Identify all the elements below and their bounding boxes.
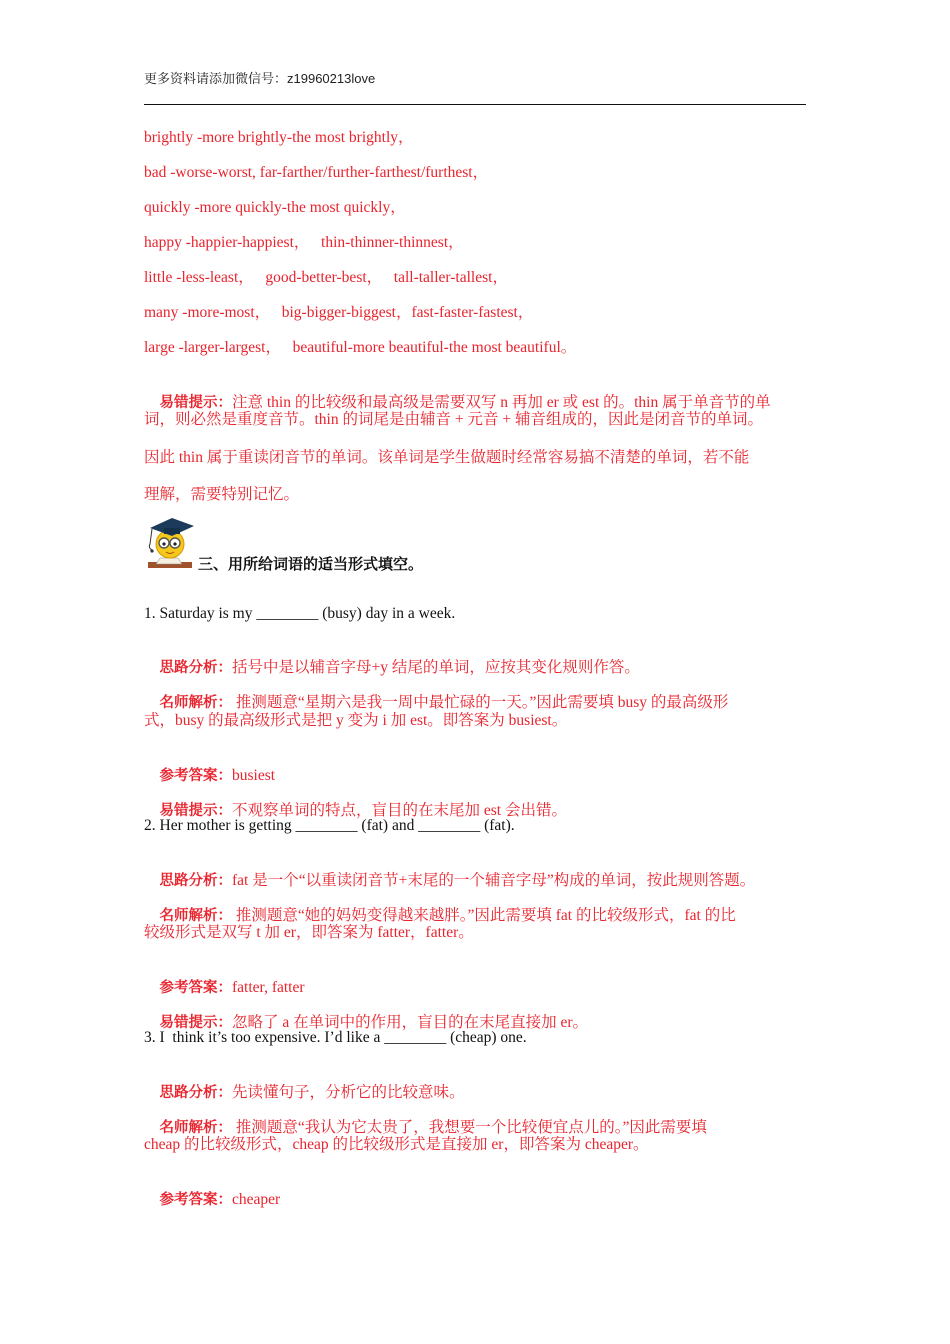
tip-label: 易错提示：: [159, 395, 232, 411]
explanation-2: 名师解析： 推测题意“她的妈妈变得越来越胖。”因此需要填 fat 的比较级形式，fat 的比: [159, 907, 736, 924]
section-title: 三、用所给词语的适当形式填空。: [198, 555, 424, 573]
word-form-line: large -larger-largest， beautiful-more beautiful-the most beautiful。: [144, 339, 577, 356]
tip-intro-line: 因此 thin 属于重读闭音节的单词。该单词是学生做题时经常容易搞不清楚的单词，若不能: [144, 449, 750, 466]
word-form-line: many -more-most， big-bigger-biggest，fast-faster-fastest，: [144, 304, 534, 321]
word-form-line: little -less-least， good-better-best， tall-taller-tallest，: [144, 269, 508, 286]
question-3: 3. I think it’s too expensive. I’d like a ________ (cheap) one.: [144, 1029, 527, 1046]
word-form-line: brightly -more brightly-the most brightly，: [144, 129, 414, 146]
word-form-line: bad -worse-worst, far-farther/further-farthest/furthest，: [144, 164, 489, 181]
tip-intro-line: 易错提示：注意 thin 的比较级和最高级是需要双写 n 再加 er 或 est 的。thin 属于单音节的单: [159, 394, 771, 411]
explanation-3-cont: cheap 的比较级形式，cheap 的比较级形式是直接加 er，即答案为 cheaper。: [144, 1136, 649, 1153]
answer-3: 参考答案：cheaper: [159, 1191, 281, 1208]
graduate-mascot-icon: [142, 514, 196, 572]
question-1: 1. Saturday is my ________ (busy) day in a week.: [144, 605, 456, 622]
question-2: 2. Her mother is getting ________ (fat) and ________ (fat).: [144, 817, 515, 834]
word-form-line: quickly -more quickly-the most quickly，: [144, 199, 406, 216]
answer-1: 参考答案：busiest: [159, 767, 276, 784]
tip-intro-line: 理解，需要特别记忆。: [144, 486, 300, 503]
answer-2: 参考答案：fatter, fatter: [159, 979, 305, 996]
explanation-2-cont: 较级形式是双写 t 加 er，即答案为 fatter，fatter。: [144, 924, 474, 941]
word-form-line: happy -happier-happiest， thin-thinner-thinnest，: [144, 234, 464, 251]
explanation-3: 名师解析： 推测题意“我认为它太贵了，我想要一个比较便宜点儿的。”因此需要填: [159, 1119, 707, 1136]
tip-2: 易错提示：忽略了 a 在单词中的作用，盲目的在末尾直接加 er。: [159, 1014, 589, 1031]
analysis-2: 思路分析：fat 是一个“以重读闭音节+末尾的一个辅音字母”构成的单词，按此规则答题。: [159, 872, 756, 889]
header-divider: [144, 104, 806, 105]
explanation-1: 名师解析： 推测题意“星期六是我一周中最忙碌的一天。”因此需要填 busy 的最高级形: [159, 694, 729, 711]
page-header: 更多资料请添加微信号：z19960213love: [144, 71, 376, 86]
analysis-1: 思路分析：括号中是以辅音字母+y 结尾的单词，应按其变化规则作答。: [159, 659, 640, 676]
analysis-3: 思路分析：先读懂句子，分析它的比较意味。: [159, 1084, 465, 1101]
explanation-1-cont: 式，busy 的最高级形式是把 y 变为 i 加 est。即答案为 busiest。: [144, 712, 568, 729]
tip-1: 易错提示：不观察单词的特点，盲目的在末尾加 est 会出错。: [159, 802, 567, 819]
tip-intro-line: 词，则必然是重度音节。thin 的词尾是由辅音 + 元音 + 辅音组成的，因此是闭音节的单词。: [144, 411, 763, 428]
